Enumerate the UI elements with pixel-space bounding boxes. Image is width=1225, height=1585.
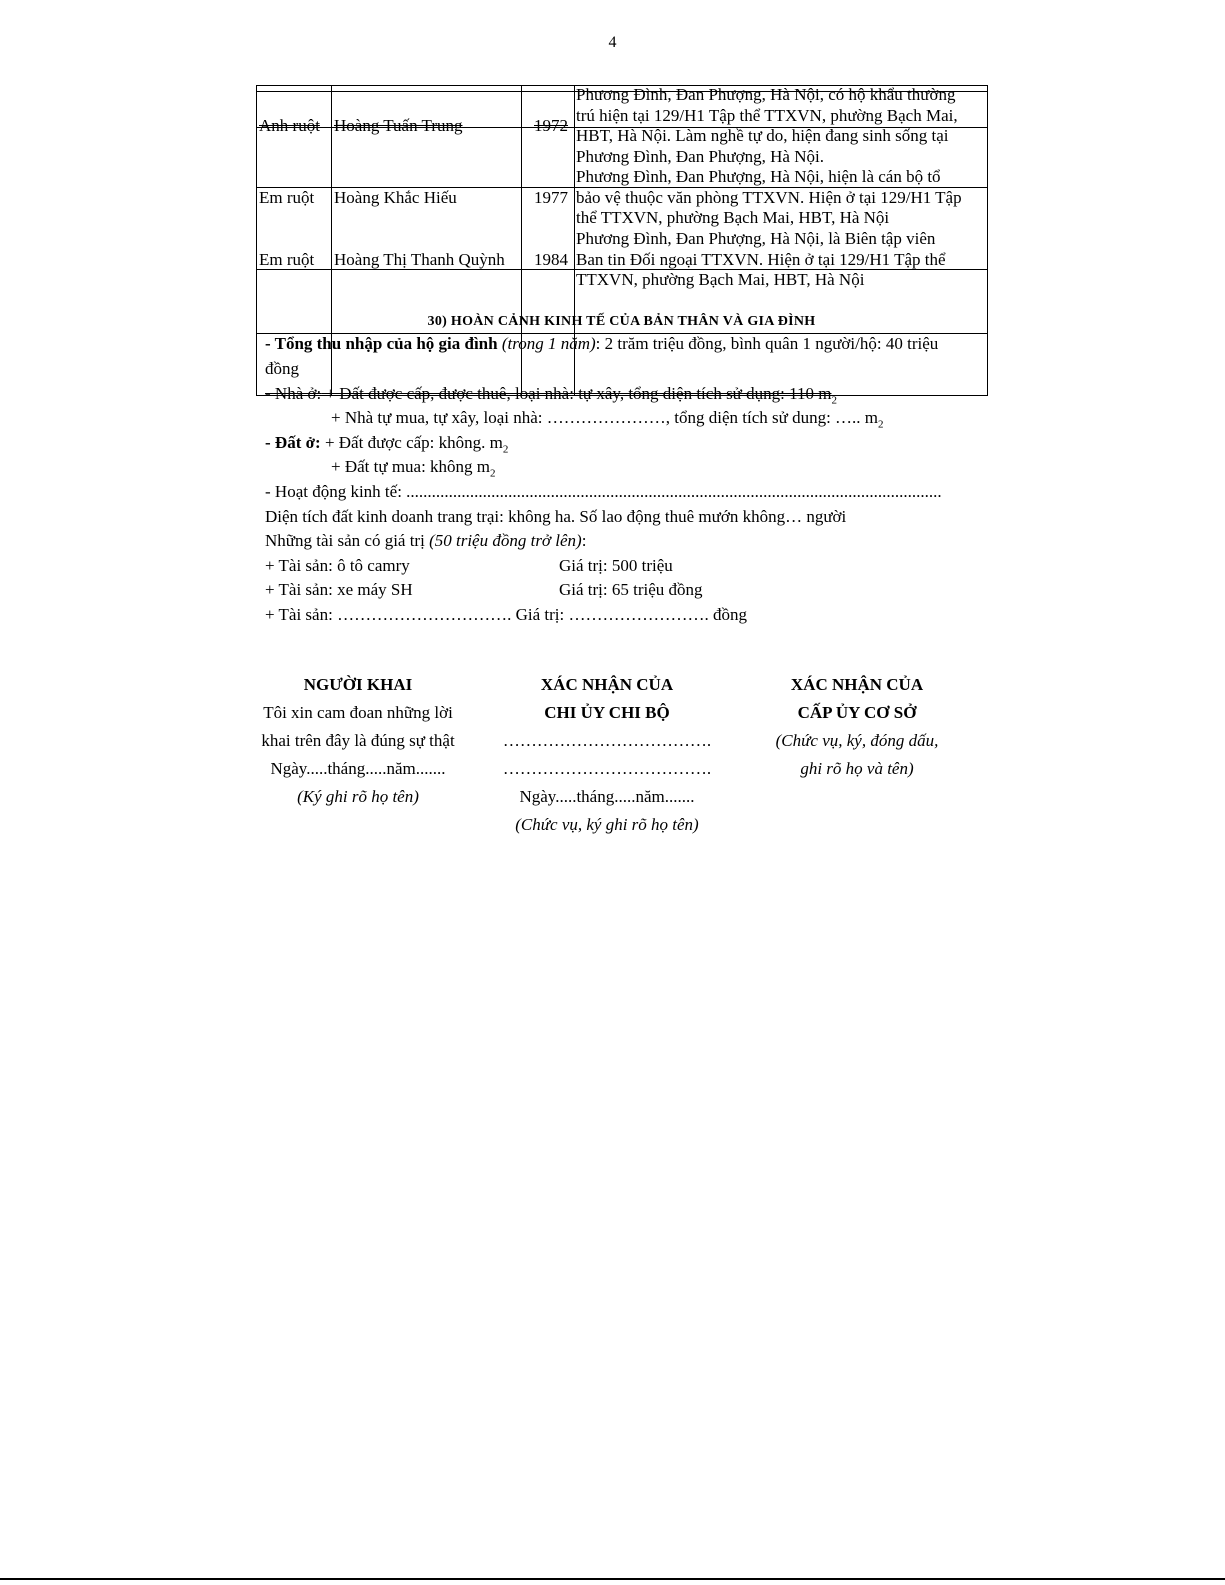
relative-detail: thể TTXVN, phường Bạch Mai, HBT, Hà Nội <box>576 208 890 227</box>
house-line <box>265 384 837 406</box>
base-title: XÁC NHẬN CỦA <box>790 675 924 694</box>
land-allocated: + Đất được cấp: không. m <box>320 433 503 452</box>
asset-item: + Tài sản: ô tô camry <box>265 556 410 575</box>
unit-superscript: 2 <box>878 418 884 431</box>
asset-blank: + Tài sản: …………………………. Giá trị: ……………………. đồng <box>265 605 747 624</box>
relative-name: Hoàng Thị Thanh Quỳnh <box>334 250 505 269</box>
section-title: 30) HOÀN CẢNH KINH TẾ CỦA BẢN THÂN VÀ GIA ĐÌNH <box>427 314 816 329</box>
relative-detail: Phương Đình, Đan Phượng, Hà Nội, hiện là cán bộ tổ <box>576 167 941 186</box>
page-number: 4 <box>608 34 617 51</box>
relative-relation: Em ruột <box>259 250 315 269</box>
base-note-cont: ghi rõ họ và tên) <box>800 759 914 778</box>
declarant-pledge-cont: khai trên đây là đúng sự thật <box>261 731 455 750</box>
branch-dots: ………………………………. <box>502 731 712 750</box>
base-note: (Chức vụ, ký, đóng dấu, <box>775 731 939 750</box>
land-label: - Đất ở: <box>265 433 321 452</box>
unit-superscript: 2 <box>502 443 509 456</box>
asset-value: Giá trị: 500 triệu <box>559 556 673 575</box>
relative-birth-year: 1972 <box>534 116 568 135</box>
relative-detail: Ban tin Đối ngoại TTXVN. Hiện ở tại 129/H1 Tập thể <box>576 249 946 269</box>
asset-value: Giá trị: 65 triệu đồng <box>559 580 703 599</box>
branch-title: XÁC NHẬN CỦA <box>540 675 674 694</box>
income-period: (trong 1 năm) <box>501 334 596 353</box>
relative-name: Hoàng Khắc Hiếu <box>334 188 457 207</box>
unit-superscript: 2 <box>490 467 496 480</box>
relative-birth-year: 1984 <box>534 250 568 269</box>
relative-detail: trú hiện tại 129/H1 Tập thể TTXVN, phường Bạch Mai, <box>576 105 958 125</box>
land-purchased: + Đất tự mua: không m <box>331 457 491 476</box>
branch-dots: ………………………………. <box>502 759 712 778</box>
table-border-right <box>987 85 988 396</box>
declarant-pledge: Tôi xin cam đoan những lời <box>263 703 453 722</box>
land-line <box>265 433 508 455</box>
declarant-note: (Ký ghi rõ họ tên) <box>297 787 419 806</box>
assets-heading-text: Những tài sản có giá trị <box>265 531 430 550</box>
relative-birth-year: 1977 <box>534 188 568 207</box>
branch-subtitle: CHI ỦY CHI BỘ <box>544 703 670 722</box>
relative-detail: Phương Đình, Đan Phượng, Hà Nội, là Biên tập viên <box>576 229 936 248</box>
house-label: - Nhà ở: <box>265 384 322 403</box>
income-value: : 2 trăm triệu đồng, bình quân 1 người/hộ: 40 triệu <box>595 334 939 353</box>
assets-threshold: (50 triệu đồng trở lên) <box>429 531 582 550</box>
branch-date: Ngày.....tháng.....năm....... <box>519 787 695 806</box>
declarant-date: Ngày.....tháng.....năm....... <box>270 759 446 778</box>
business-activity: - Hoạt động kinh tế: .............................................................................................................................. <box>265 482 942 501</box>
branch-note: (Chức vụ, ký ghi rõ họ tên) <box>515 815 699 834</box>
land-purchased-line <box>331 457 496 479</box>
house-self-built: + Nhà tự mua, tự xây, loại nhà: …………………, tổng diện tích sử dung: ….. m <box>331 408 879 427</box>
base-subtitle: CẤP ỦY CƠ SỞ <box>797 703 917 722</box>
house-land-allocated: + Đất được cấp, được thuê, loại nhà: tự xây, tổng diện tích sử dụng: 110 m <box>321 384 832 403</box>
relative-detail: HBT, Hà Nội. Làm nghề tự do, hiện đang sinh sống tại <box>576 126 949 145</box>
table-col-line <box>256 85 257 396</box>
page-bottom-rule <box>0 1578 1225 1580</box>
relative-detail: bảo vệ thuộc văn phòng TTXVN. Hiện ở tại 129/H1 Tập <box>576 187 962 207</box>
assets-colon: : <box>581 531 587 550</box>
unit-superscript: 2 <box>831 394 837 407</box>
farm-area: Diện tích đất kinh doanh trang trại: không ha. Số lao động thuê mướn không… người <box>265 507 847 526</box>
declarant-title: NGƯỜI KHAI <box>303 675 413 694</box>
relative-detail: Phương Đình, Đan Phượng, Hà Nội, có hộ khẩu thường <box>576 85 956 104</box>
asset-item: + Tài sản: xe máy SH <box>265 580 413 599</box>
relative-detail: TTXVN, phường Bạch Mai, HBT, Hà Nội <box>576 270 865 289</box>
income-prefix: - Tổng thu nhập của hộ gia đình <box>265 334 502 353</box>
income-line <box>265 334 938 354</box>
relative-detail: Phương Đình, Đan Phượng, Hà Nội. <box>576 146 824 166</box>
relative-relation: Em ruột <box>259 188 315 207</box>
relative-relation: Anh ruột <box>259 116 320 135</box>
assets-heading <box>265 531 586 551</box>
relative-name: Hoàng Tuấn Trung <box>334 116 463 135</box>
income-line-cont: đồng <box>265 359 299 378</box>
house-self-built-line <box>331 408 884 430</box>
